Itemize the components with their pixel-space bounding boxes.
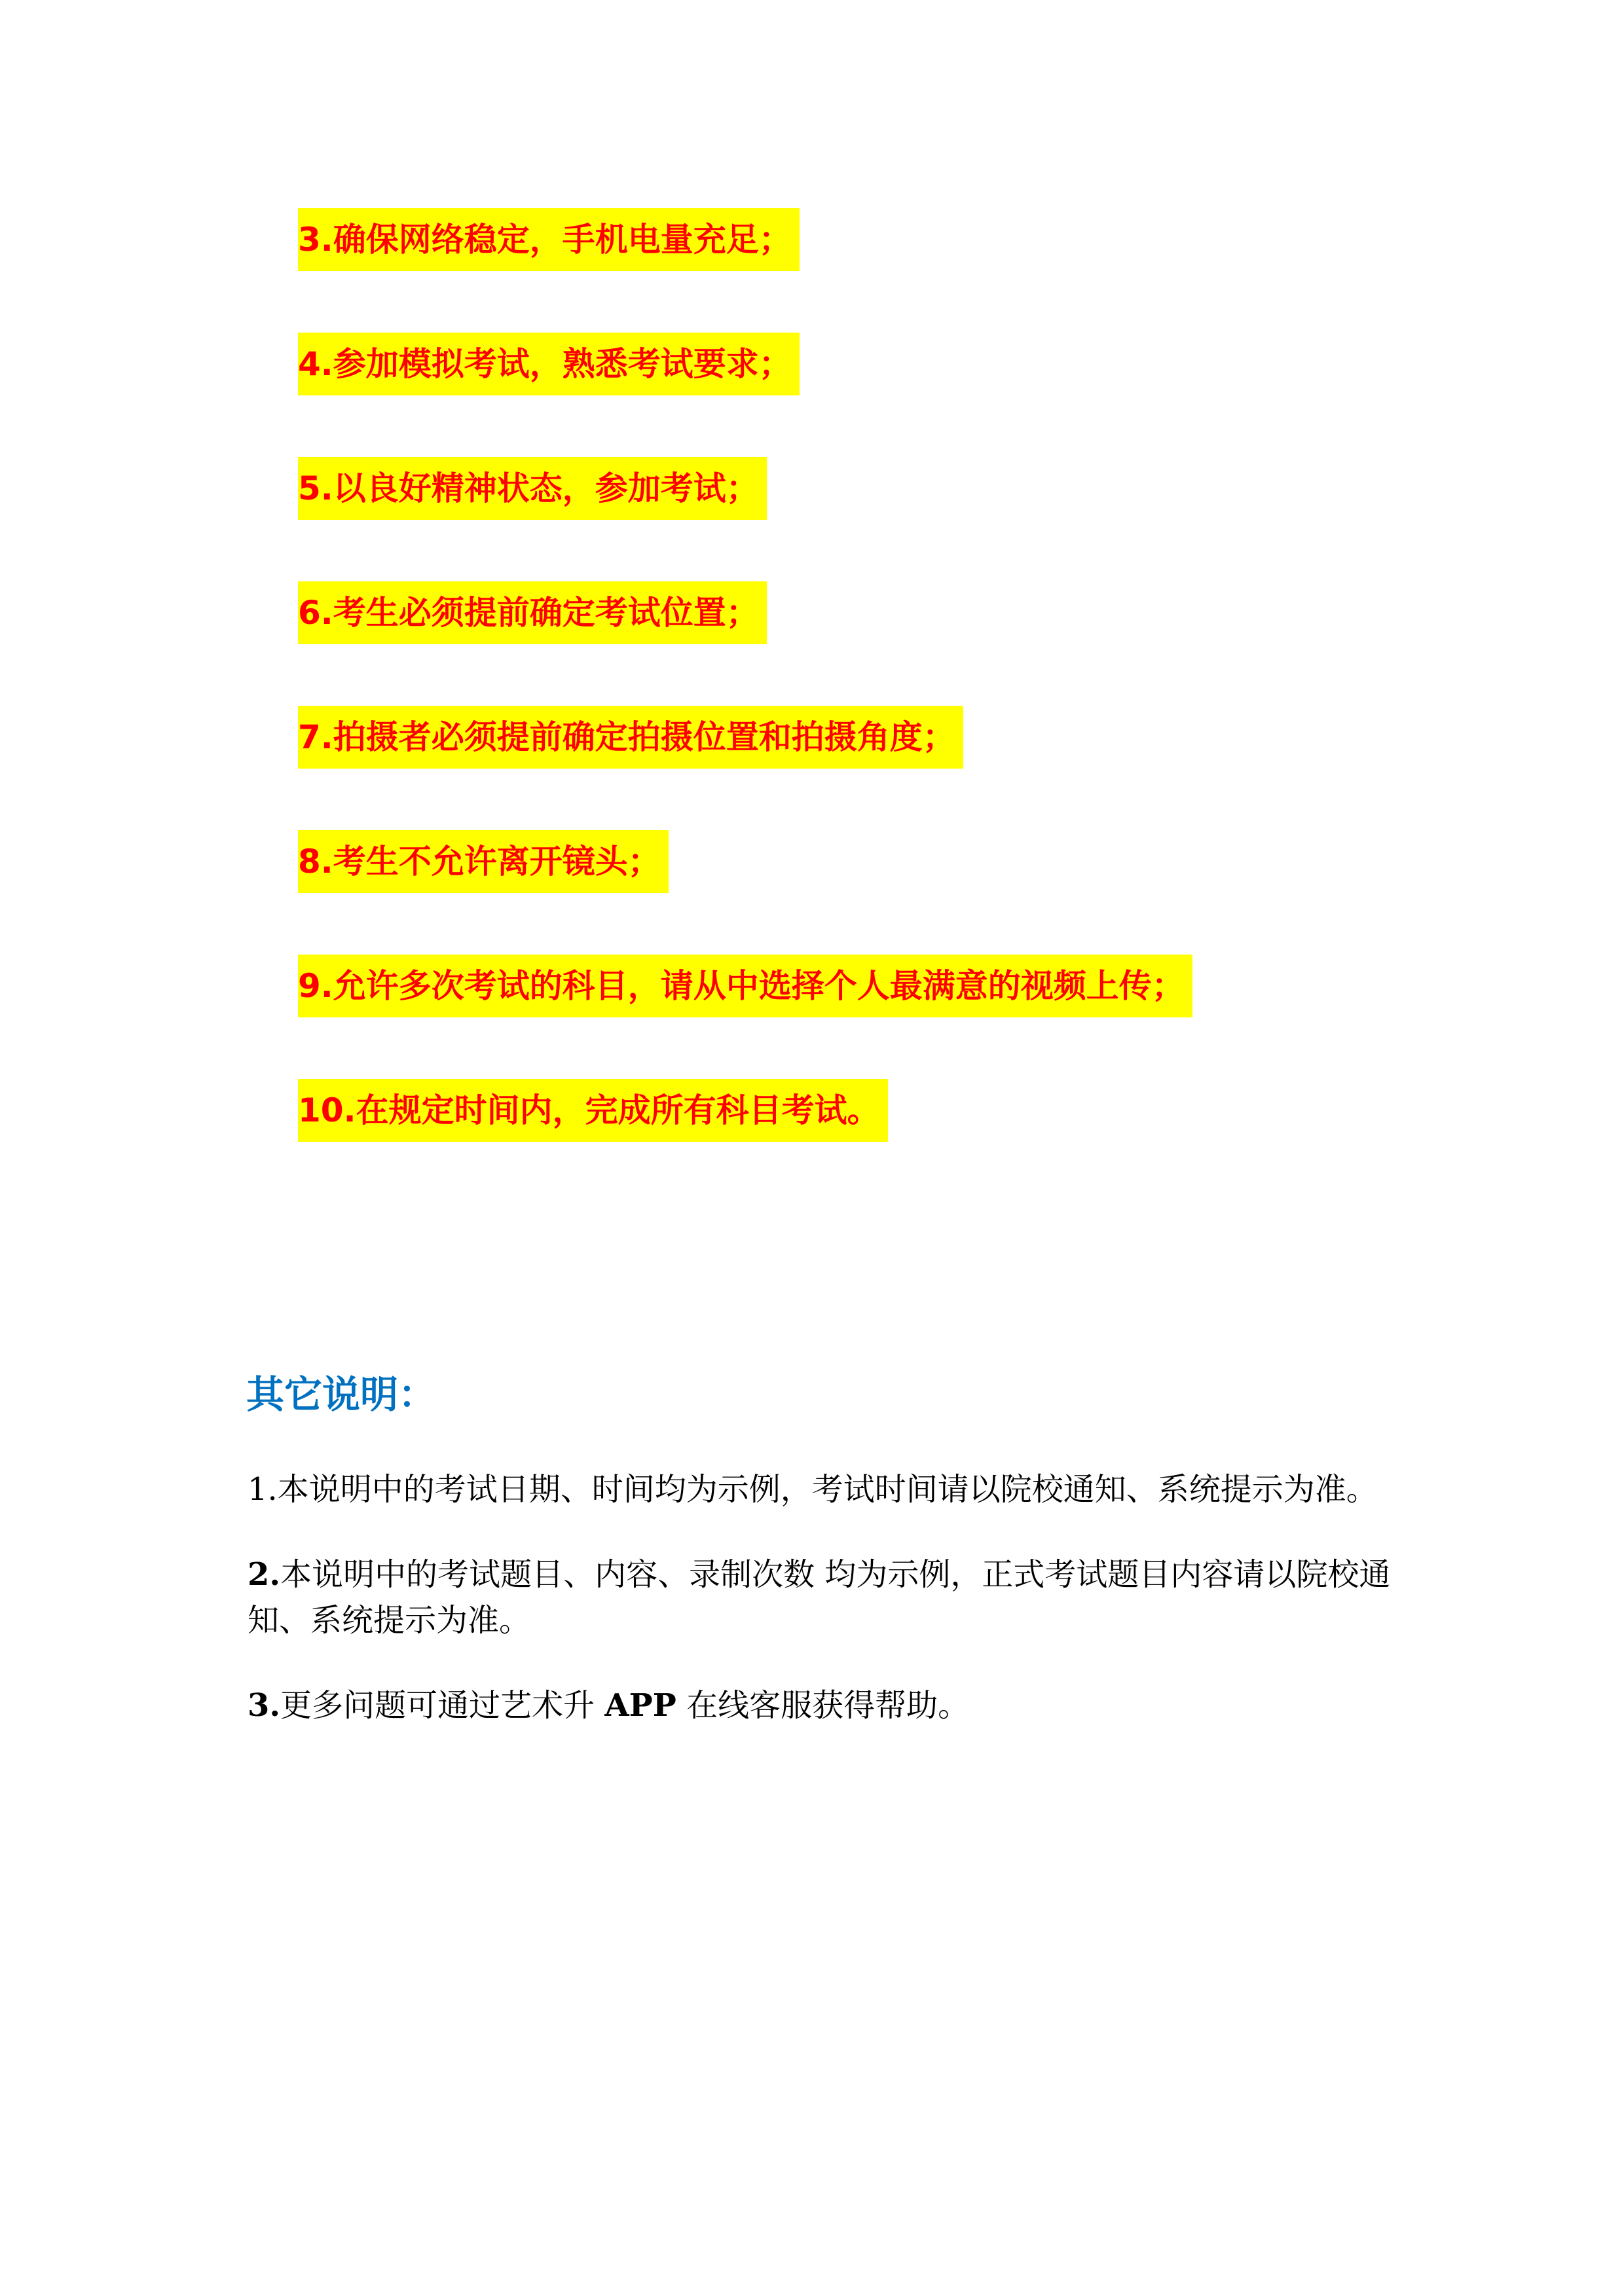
rule-item	[298, 457, 1192, 581]
rule-text: 6.考生必须提前确定考试位置；	[298, 581, 767, 644]
exam-rules-list	[298, 208, 1192, 1203]
rule-item	[298, 581, 1192, 706]
note-text: 本说明中的考试日期、时间均为示例，考试时间请以院校通知、系统提示为准。	[277, 1471, 1378, 1508]
rule-text: 7.拍摄者必须提前确定拍摄位置和拍摄角度；	[298, 706, 963, 769]
rule-text: 9.允许多次考试的科目，请从中选择个人最满意的视频上传；	[298, 955, 1192, 1017]
other-notes-list	[248, 1467, 1413, 1768]
rule-item	[298, 955, 1192, 1079]
rule-text: 4.参加模拟考试，熟悉考试要求；	[298, 333, 800, 395]
note-text: 在线客服获得帮助。	[676, 1687, 970, 1724]
note-text: 本说明中的考试题目、内容、录制次数 均为示例，正式考试题目内容请以院校通知、系统提示为准。	[248, 1556, 1391, 1639]
note-number: 2.	[248, 1556, 281, 1593]
rule-text: 10.在规定时间内，完成所有科目考试。	[298, 1079, 888, 1142]
app-name: APP	[604, 1687, 676, 1724]
other-notes-title: 其它说明：	[246, 1372, 437, 1417]
rule-text: 3.确保网络稳定，手机电量充足；	[298, 208, 800, 271]
note-text: 更多问题可通过艺术升	[280, 1687, 605, 1724]
note-number: 3.	[248, 1687, 281, 1724]
rule-item	[298, 830, 1192, 955]
rule-text: 8.考生不允许离开镜头；	[298, 830, 669, 893]
rule-item	[298, 208, 1192, 333]
rule-text: 5.以良好精神状态，参加考试；	[298, 457, 767, 520]
note-item	[248, 1552, 1413, 1643]
note-item	[248, 1467, 1413, 1512]
rule-item	[298, 706, 1192, 830]
note-number: 1.	[248, 1471, 278, 1508]
note-item	[248, 1683, 1413, 1728]
rule-item	[298, 333, 1192, 457]
rule-item	[298, 1079, 1192, 1203]
